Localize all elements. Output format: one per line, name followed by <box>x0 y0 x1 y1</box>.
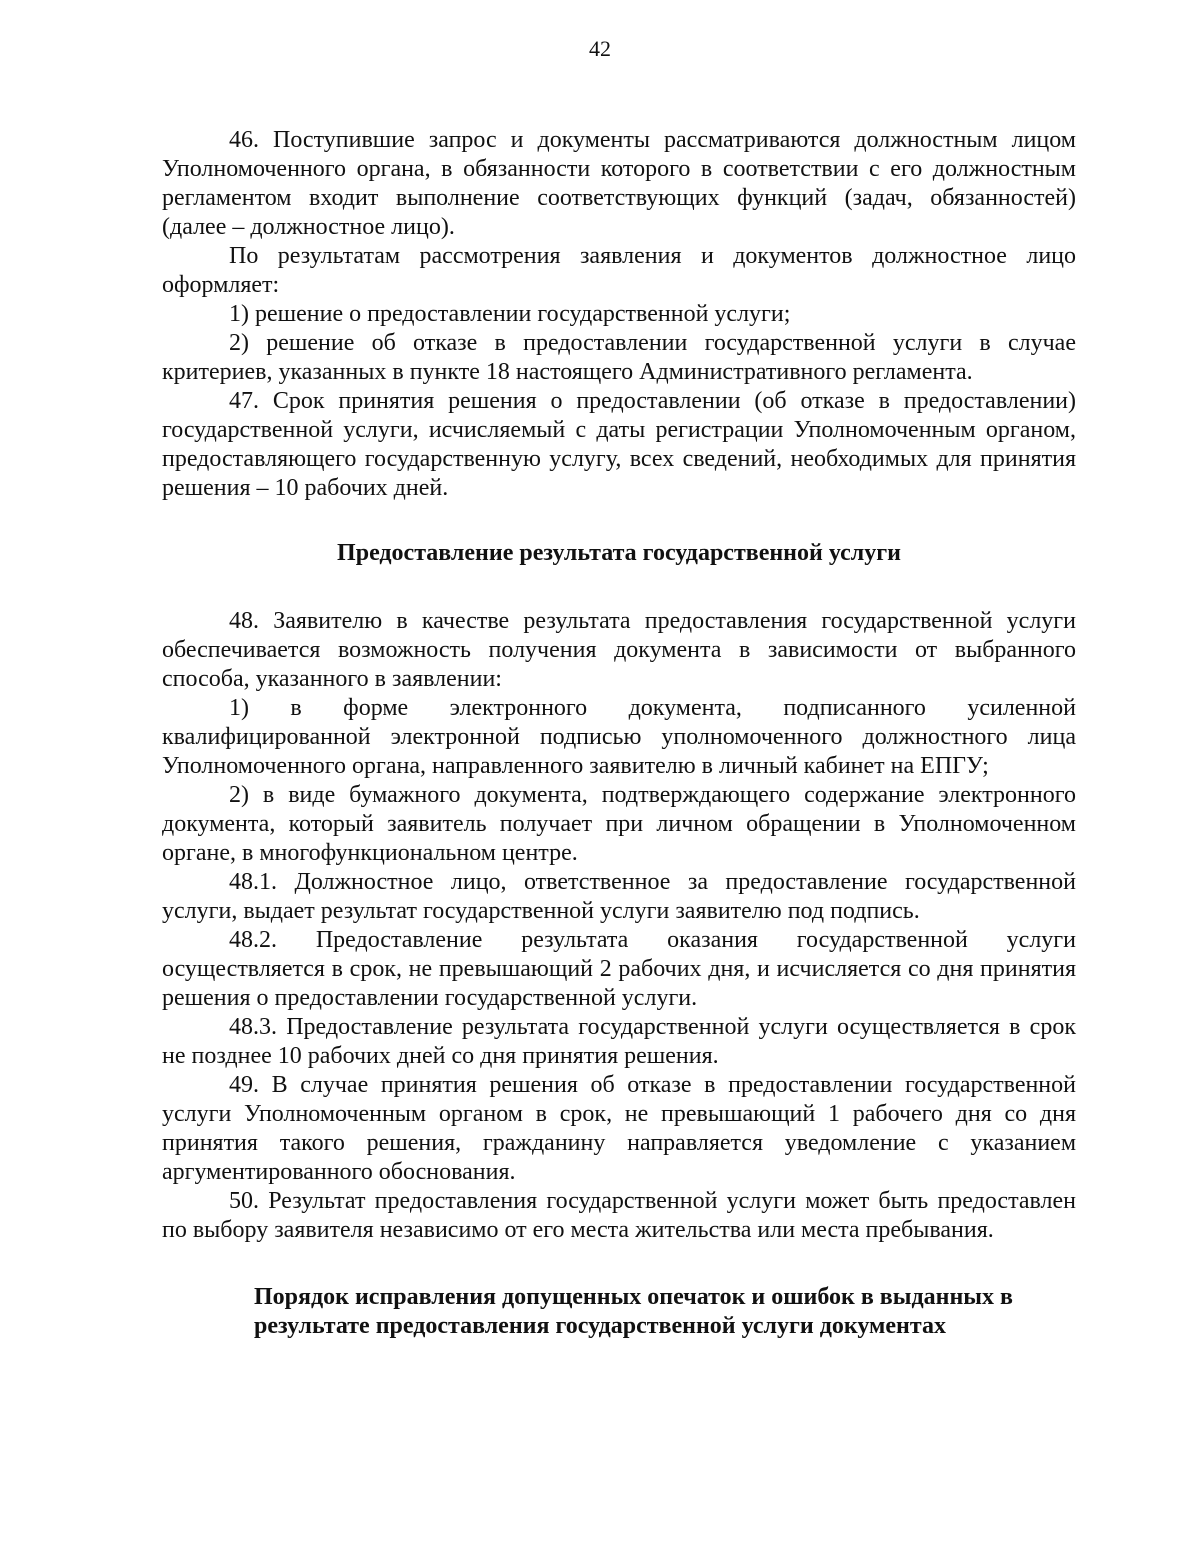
section-heading-result: Предоставление результата государственной услуги <box>337 540 901 566</box>
paragraph-46-results-intro: По результатам рассмотрения заявления и документов должностное лицо оформляет: <box>162 243 1076 298</box>
paragraph-48-3: 48.3. Предоставление результата государственной услуги осуществляется в срок не позднее 10 рабочих дней со дня принятия решения. <box>162 1014 1076 1069</box>
paragraph-46: 46. Поступившие запрос и документы рассматриваются должностным лицом Уполномоченного органа, в обязанности которого в соответствии с его должностным регламентом входит выполнение соответствующих функций (задач, обязанностей) (далее – должностное лицо). <box>162 127 1076 240</box>
paragraph-48-1: 48.1. Должностное лицо, ответственное за предоставление государственной услуги, выдает результат государственной услуги заявителю под подпись. <box>162 869 1076 924</box>
paragraph-50: 50. Результат предоставления государственной услуги может быть предоставлен по выбору заявителя независимо от его места жительства или места пребывания. <box>162 1188 1076 1243</box>
paragraph-49: 49. В случае принятия решения об отказе в предоставлении государственной услуги Уполномоченным органом в срок, не превышающий 1 рабочего дня со дня принятия такого решения, гражданину направляется уведомление с указанием аргументированного обоснования. <box>162 1072 1076 1185</box>
page-number: 42 <box>589 36 611 61</box>
paragraph-48: 48. Заявителю в качестве результата предоставления государственной услуги обеспечивается возможность получения документа в зависимости от выбранного способа, указанного в заявлении: <box>162 608 1076 692</box>
paragraph-46-item-2: 2) решение об отказе в предоставлении государственной услуги в случае критериев, указанных в пункте 18 настоящего Административного регламента. <box>162 330 1076 385</box>
paragraph-48-item-2: 2) в виде бумажного документа, подтверждающего содержание электронного документа, который заявитель получает при личном обращении в Уполномоченном органе, в многофункциональном центре. <box>162 782 1076 866</box>
paragraph-46-item-1: 1) решение о предоставлении государственной услуги; <box>229 301 791 327</box>
paragraph-48-item-1: 1) в форме электронного документа, подписанного усиленной квалифицированной электронной подписью уполномоченного должностного лица Уполномоченного органа, направленного заявителю в личный кабинет на ЕПГУ; <box>162 695 1076 779</box>
paragraph-47: 47. Срок принятия решения о предоставлении (об отказе в предоставлении) государственной услуги, исчисляемый с даты регистрации Уполномоченным органом, предоставляющего государственную услугу, всех сведений, необходимых для принятия решения – 10 рабочих дней. <box>162 388 1076 501</box>
document-body <box>162 126 1076 1341</box>
section-heading-corrections-line-1: Порядок исправления допущенных опечаток и ошибок в выданных в <box>254 1284 1013 1310</box>
section-heading-corrections-line-2: результате предоставления государственной услуги документах <box>254 1313 946 1339</box>
paragraph-48-2: 48.2. Предоставление результата оказания государственной услуги осуществляется в срок, не превышающий 2 рабочих дня, и исчисляется со дня принятия решения о предоставлении государственной услуги. <box>162 927 1076 1011</box>
section-heading-corrections <box>162 1283 1076 1341</box>
